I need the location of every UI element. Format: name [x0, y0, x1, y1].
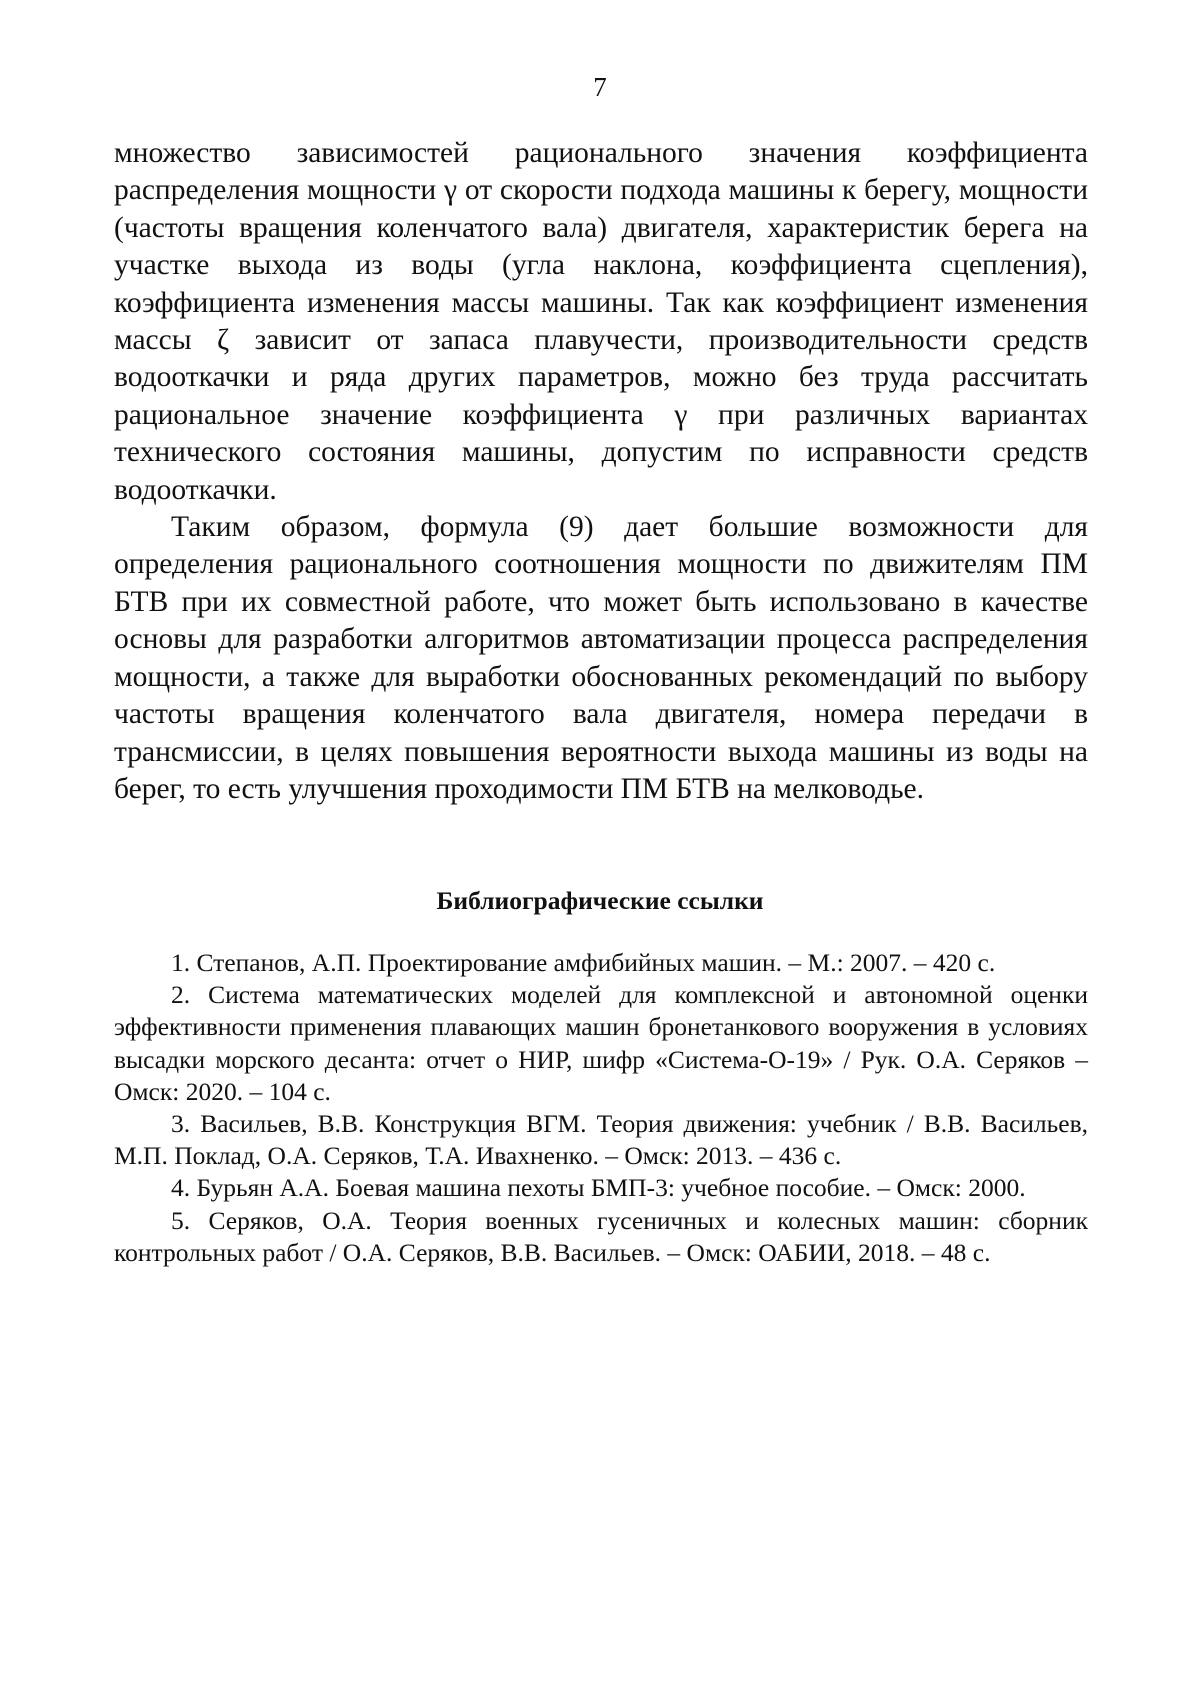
body-text	[114, 135, 1088, 808]
reference-item: 2. Система математических моделей для комплексной и автономной оценки эффективности применения плавающих машин бронетанкового вооружения в условиях высадки морского десанта: отчет о НИР, шифр «Система-О-19» / Рук. О.А. Серяков – Омск: 2020. – 104 с.	[114, 980, 1088, 1106]
references-list	[114, 947, 1088, 1269]
reference-item: 1. Степанов, А.П. Проектирование амфибийных машин. – М.: 2007. – 420 с.	[171, 948, 996, 977]
reference-item: 3. Васильев, В.В. Конструкция ВГМ. Теория движения: учебник / В.В. Васильев, М.П. Поклад, О.А. Серяков, Т.А. Ивахненко. – Омск: 2013. – 436 с.	[114, 1109, 1088, 1171]
reference-item: 4. Бурьян А.А. Боевая машина пехоты БМП-3: учебное пособие. – Омск: 2000.	[171, 1173, 1026, 1203]
body-paragraph: множество зависимостей рационального значения коэффициента распределения мощности γ от скорости подхода машины к берегу, мощности (частоты вращения коленчатого вала) двигателя, характеристик берега на участке выхода из воды (угла наклона, коэффициента сцепления), коэффициента изменения массы машины. Так как коэффициент изменения массы ζ зависит от запаса плавучести, производительности средств водооткачки и ряда других параметров, можно без труда рассчитать рациональное значение коэффициента γ при различных вариантах технического состояния машины, допустим по исправности средств водооткачки.	[114, 137, 1088, 506]
references-heading: Библиографические ссылки	[436, 886, 764, 915]
body-paragraph: Таким образом, формула (9) дает большие возможности для определения рационального соотношения мощности по движителям ПМ БТВ при их совместной работе, что может быть использовано в качестве основы для разработки алгоритмов автоматизации процесса распределения мощности, а также для выработки обоснованных рекомендаций по выбору частоты вращения коленчатого вала двигателя, номера передачи в трансмиссии, в целях повышения вероятности выхода машины из воды на берег, то есть улучшения проходимости ПМ БТВ на мелководье.	[114, 511, 1088, 805]
reference-item: 5. Серяков, О.А. Теория военных гусеничных и колесных машин: сборник контрольных работ / О.А. Серяков, В.В. Васильев. – Омск: ОАБИИ, 2018. – 48 с.	[114, 1205, 1088, 1267]
page-number: 7	[593, 72, 607, 102]
